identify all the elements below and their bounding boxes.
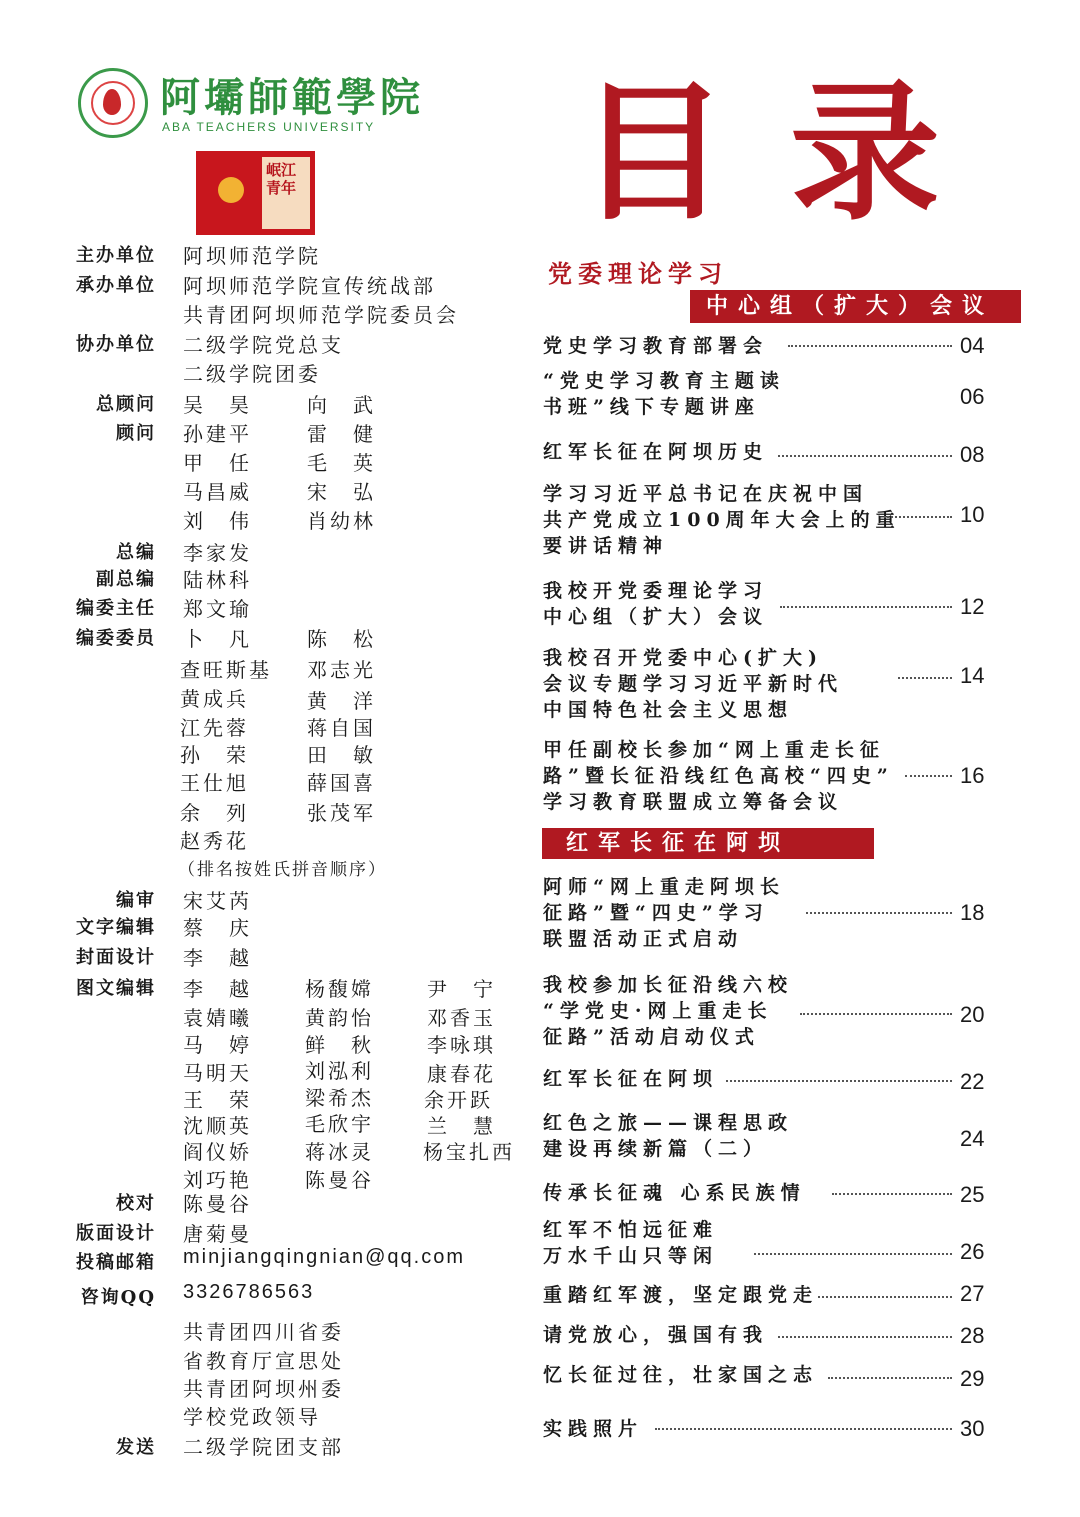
co-organizer-label: 协办单位: [76, 334, 156, 355]
graphic-editor: 马 婷: [183, 1033, 252, 1057]
toc-entry-title-line: 联盟活动正式启动: [543, 928, 744, 950]
advisor: 肖幼林: [307, 509, 376, 533]
graphic-editor: 尹 宁: [427, 977, 496, 1001]
graphic-editor: 康春花: [427, 1062, 496, 1086]
toc-entry-title-line: 我校开党委理论学习: [543, 580, 769, 602]
graphic-editor: 杨宝扎西: [423, 1140, 515, 1164]
member: 薛国喜: [307, 771, 376, 795]
toc-leader-dots: [832, 1193, 952, 1195]
toc-entry-title-line: 忆长征过往，壮家国之志: [543, 1364, 819, 1386]
advisor: 甲 任: [183, 451, 252, 475]
university-name-en: ABA TEACHERS UNIVERSITY: [162, 120, 376, 134]
toc-page-number: 18: [960, 900, 985, 925]
toc-entry-title-line: 请党放心，强国有我: [543, 1324, 769, 1346]
graphic-editor: 马明天: [183, 1061, 252, 1085]
toc-leader-dots: [818, 1296, 952, 1298]
toc-entry-title-line: 会议专题学习习近平新时代: [543, 673, 844, 695]
cover-designer: 李 越: [183, 946, 252, 970]
toc-entry-title-line: 甲任副校长参加“网上重走长征: [543, 739, 885, 761]
graphic-editor: 陈曼谷: [305, 1168, 374, 1192]
toc-entry-title-line: 红军长征在阿坝: [543, 1068, 719, 1090]
toc-page-number: 04: [960, 333, 985, 358]
co-organizer: 二级学院党总支: [183, 333, 344, 357]
toc-page-number: 06: [960, 384, 985, 409]
page-title: 目录: [578, 65, 1003, 241]
chief-advisor: 向 武: [307, 393, 376, 417]
sort-note: （排名按姓氏拼音顺序）: [178, 860, 387, 880]
member: 江先蓉: [180, 716, 249, 740]
director: 郑文瑜: [183, 597, 252, 621]
member: 陈 松: [307, 627, 376, 651]
toc-leader-dots: [788, 345, 952, 347]
toc-leader-dots: [778, 455, 952, 457]
recipient: 学校党政领导: [183, 1405, 321, 1429]
toc-entry-title-line: 我校参加长征沿线六校: [543, 974, 794, 996]
member: 查旺斯基: [180, 658, 272, 682]
text-editor: 蔡 庆: [183, 916, 252, 940]
graphic-editor: 阎仪娇: [183, 1140, 252, 1164]
cover-design-label: 封面设计: [76, 947, 156, 968]
section-bar-long-march: 红军长征在阿坝: [542, 828, 874, 859]
graphic-editor: 邓香玉: [427, 1006, 496, 1030]
proof-label: 校对: [116, 1193, 156, 1214]
toc-entry-title-line: 实践照片: [543, 1418, 644, 1440]
toc-entry-title-line: 红军不怕远征难: [543, 1219, 719, 1241]
graphic-editor: 鲜 秋: [305, 1033, 374, 1057]
university-name-cn: 阿壩師範學院: [160, 74, 424, 121]
toc-page-number: 14: [960, 663, 985, 688]
toc-entry-title-line: 万水千山只等闲: [543, 1245, 719, 1267]
graphic-editor: 李咏琪: [427, 1033, 496, 1057]
proofreader: 陈曼谷: [183, 1192, 252, 1216]
toc-leader-dots: [884, 516, 952, 518]
reviewer-label: 编审: [116, 890, 156, 911]
organizer-label: 承办单位: [76, 275, 156, 296]
graphic-editor: 杨馥嫦: [305, 977, 374, 1001]
member: 黄 洋: [307, 689, 376, 713]
graphic-editor: 王 荣: [183, 1088, 252, 1112]
member: 蒋自国: [307, 716, 376, 740]
co-organizer: 二级学院团委: [183, 362, 321, 386]
toc-leader-dots: [898, 677, 952, 679]
graphic-editor: 李 越: [183, 977, 252, 1001]
toc-page-number: 30: [960, 1416, 985, 1441]
toc-leader-dots: [778, 1336, 952, 1338]
advisor: 孙建平: [183, 422, 252, 446]
graphic-editor: 余开跃: [424, 1088, 493, 1112]
toc-entry-title-line: 党史学习教育部署会: [543, 335, 769, 357]
toc-leader-dots: [655, 1428, 952, 1430]
member: 张茂军: [307, 801, 376, 825]
toc-page-number: 20: [960, 1002, 985, 1027]
toc-page-number: 24: [960, 1126, 985, 1151]
advisor: 毛 英: [307, 451, 376, 475]
consult-qq: 3326786563: [183, 1281, 315, 1303]
toc-entry-title-line: 重踏红军渡，坚定跟党走: [543, 1284, 819, 1306]
member: 孙 荣: [180, 743, 249, 767]
toc-entry-title-line: “学党史·网上重走长: [543, 1000, 773, 1022]
toc-leader-dots: [905, 775, 952, 777]
member: 余 列: [180, 801, 249, 825]
toc-entry-title-line: 路”暨长征沿线红色高校“四史”: [543, 765, 894, 787]
recipient: 共青团阿坝州委: [183, 1377, 344, 1401]
reviewer: 宋艾芮: [183, 889, 252, 913]
submission-email[interactable]: minjiangqingnian@qq.com: [183, 1246, 465, 1268]
section-theory-study: 党委理论学习: [548, 259, 728, 288]
sponsor: 阿坝师范学院: [183, 244, 321, 268]
cover-sun-graphic: [218, 177, 244, 203]
toc-entry-title-line: 红色之旅——课程思政: [543, 1112, 794, 1134]
graphic-editor: 兰 慧: [427, 1114, 496, 1138]
toc-leader-dots: [754, 1253, 952, 1255]
member: 卜 凡: [183, 627, 252, 651]
section-bar-center-group: 中心组（扩大）会议: [690, 290, 1021, 323]
toc-entry-title-line: 学习教育联盟成立筹备会议: [543, 791, 844, 813]
recipient: 省教育厅宣思处: [183, 1349, 344, 1373]
qq-label: 咨询QQ: [80, 1287, 156, 1308]
toc-leader-dots: [828, 1377, 952, 1379]
chief-advisor: 吴 昊: [183, 393, 252, 417]
toc-entry-title-line: 共产党成立100周年大会上的重: [543, 509, 901, 531]
graphic-editor: 刘巧艳: [183, 1168, 252, 1192]
toc-page-number: 08: [960, 442, 985, 467]
graphic-editor: 刘泓利: [305, 1059, 374, 1083]
deputy-editor: 陆林科: [183, 568, 252, 592]
toc-entry-title-line: 征路”暨“四史”学习: [543, 902, 769, 924]
toc-entry-title-line: 红军长征在阿坝历史: [543, 441, 769, 463]
toc-page-number: 12: [960, 594, 985, 619]
sponsor-label: 主办单位: [76, 245, 156, 266]
member: 黄成兵: [180, 687, 249, 711]
toc-entry-title-line: 阿师“网上重走阿坝长: [543, 876, 785, 898]
toc-page-number: 10: [960, 502, 985, 527]
members-label: 编委委员: [76, 628, 156, 649]
graphic-editor-label: 图文编辑: [76, 978, 156, 999]
send-label: 发送: [116, 1437, 156, 1458]
toc-page-number: 27: [960, 1281, 985, 1306]
graphic-editor: 梁希杰: [305, 1086, 374, 1110]
advisor: 马昌威: [183, 480, 252, 504]
cover-title: 岷江青年: [266, 161, 297, 197]
graphic-editor: 黄韵怡: [305, 1006, 374, 1030]
toc-entry-title-line: 中心组（扩大）会议: [543, 606, 769, 628]
toc-entry-title-line: 征路”活动启动仪式: [543, 1026, 760, 1048]
chief-editor-label: 总编: [116, 542, 156, 563]
layout-design-label: 版面设计: [76, 1223, 156, 1244]
university-seal-logo: [78, 68, 148, 138]
toc-entry-title-line: 中国特色社会主义思想: [543, 699, 794, 721]
toc-entry-title-line: “党史学习教育主题读: [543, 370, 785, 392]
advisor: 宋 弘: [307, 480, 376, 504]
toc-entry-title-line: 书班”线下专题讲座: [543, 396, 760, 418]
toc-leader-dots: [806, 912, 952, 914]
toc-leader-dots: [800, 1013, 952, 1015]
toc-page-number: 16: [960, 763, 985, 788]
magazine-cover-thumbnail: [196, 151, 315, 235]
organizer: 共青团阿坝师范学院委员会: [183, 303, 459, 327]
email-label: 投稿邮箱: [76, 1252, 156, 1273]
toc-page-number: 22: [960, 1069, 985, 1094]
member: 王仕旭: [180, 771, 249, 795]
advisor: 刘 伟: [183, 509, 252, 533]
director-label: 编委主任: [76, 598, 156, 619]
organizer: 阿坝师范学院宣传统战部: [183, 274, 436, 298]
member: 邓志光: [307, 658, 376, 682]
toc-page-number: 29: [960, 1366, 985, 1391]
recipient: 共青团四川省委: [183, 1320, 344, 1344]
chief-advisor-label: 总顾问: [96, 394, 156, 415]
member: 田 敏: [307, 743, 376, 767]
text-editor-label: 文字编辑: [76, 917, 156, 938]
graphic-editor: 沈顺英: [183, 1114, 252, 1138]
toc-leader-dots: [780, 606, 952, 608]
toc-entry-title-line: 传承长征魂 心系民族情: [543, 1182, 806, 1204]
advisor: 雷 健: [307, 422, 376, 446]
chief-editor: 李家发: [183, 541, 252, 565]
toc-entry-title-line: 建设再续新篇（二）: [543, 1138, 769, 1160]
graphic-editor: 袁婧曦: [183, 1006, 252, 1030]
toc-page-number: 26: [960, 1239, 985, 1264]
toc-entry-title-line: 学习习近平总书记在庆祝中国: [543, 483, 869, 505]
toc-entry-title-line: 要讲话精神: [543, 535, 669, 557]
send-to: 二级学院团支部: [183, 1435, 344, 1459]
member: 赵秀花: [180, 829, 249, 853]
graphic-editor: 毛欣宇: [305, 1112, 374, 1136]
toc-page-number: 28: [960, 1323, 985, 1348]
toc-page-number: 25: [960, 1182, 985, 1207]
toc-leader-dots: [726, 1080, 952, 1082]
deputy-editor-label: 副总编: [96, 569, 156, 590]
graphic-editor: 蒋冰灵: [305, 1140, 374, 1164]
layout-designer: 唐菊曼: [183, 1222, 252, 1246]
toc-entry-title-line: 我校召开党委中心(扩大): [543, 647, 823, 669]
advisor-label: 顾问: [116, 423, 156, 444]
